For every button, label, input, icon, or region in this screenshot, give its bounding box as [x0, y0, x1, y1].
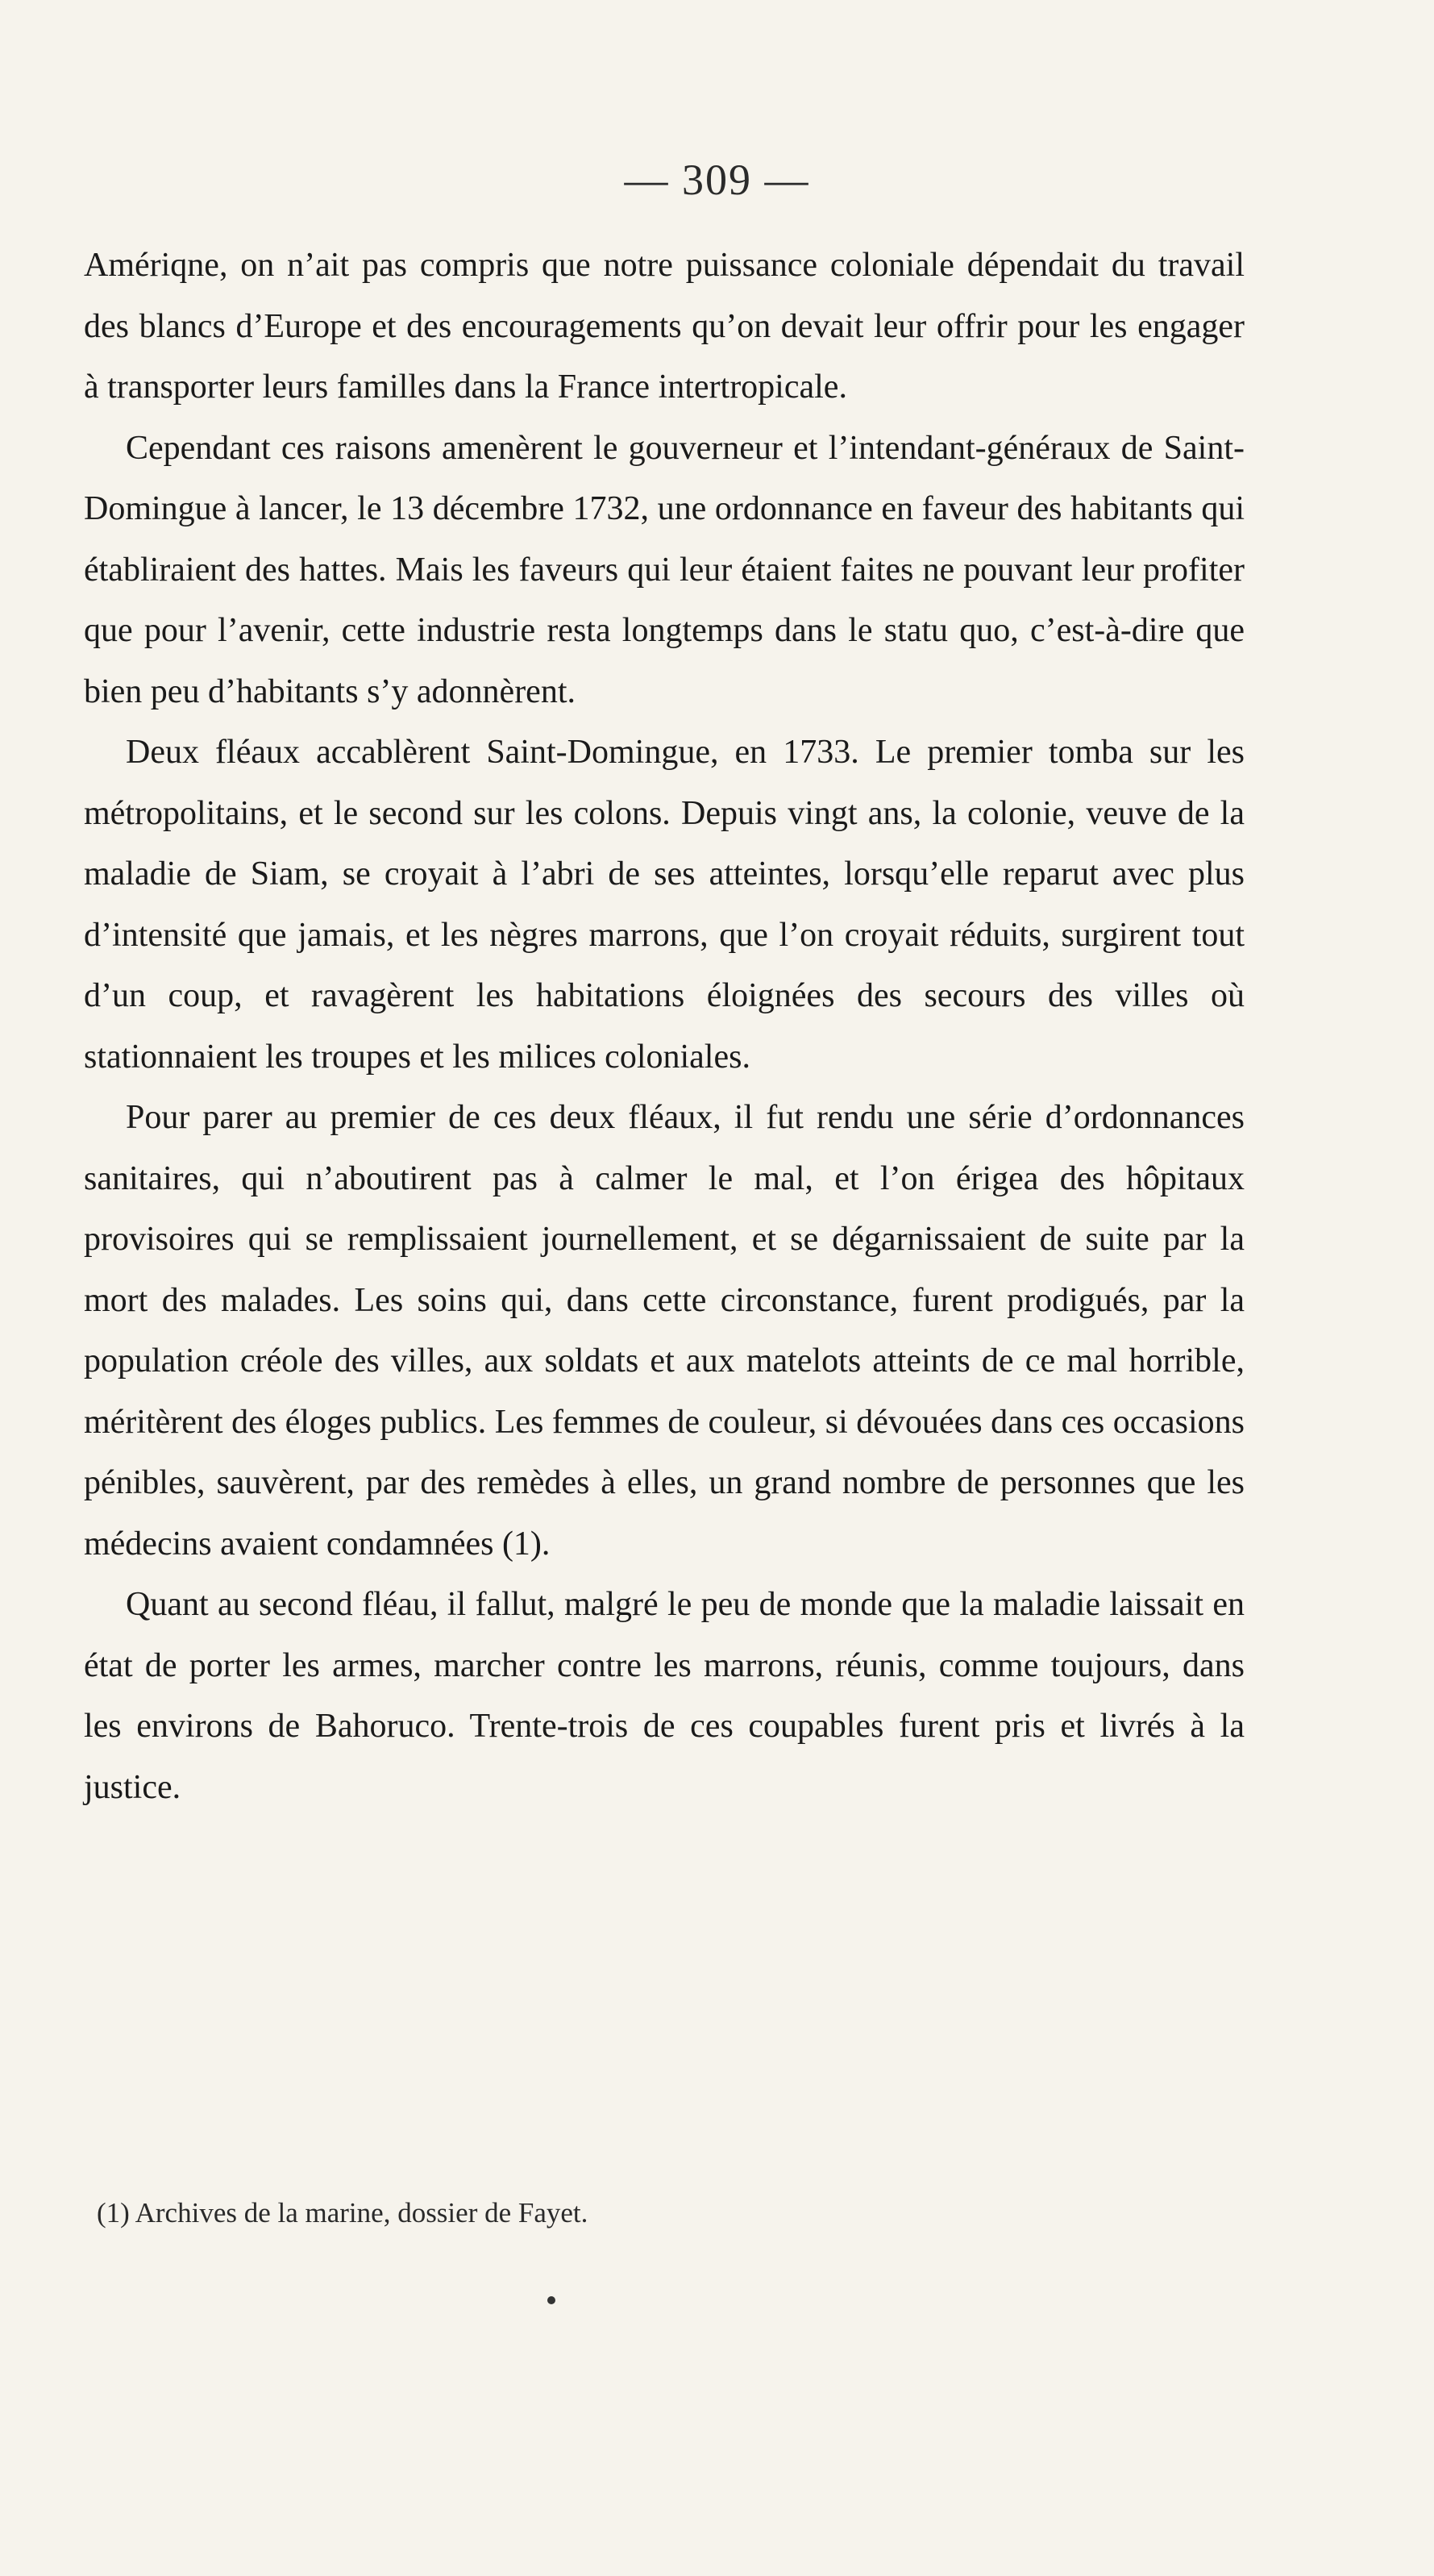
paragraph-4: Pour parer au premier de ces deux fléaux, il fut rendu une série d’ordonnances sanitaires, qui n’aboutirent pas à calmer le mal, et l’on érigea des hôpitaux provisoires qui se remplissaient journellement, et se dégarnissaient de suite par la mort des malades. Les soins qui, dans cette circonstance, furent prodigués, par la population créole des villes, aux soldats et aux matelots atteints de ce mal horrible, méritèrent des éloges publics. Les femmes de couleur, si dévouées dans ces occasions pénibles, sauvèrent, par des remèdes à elles, un grand nombre de personnes que les médecins avaient condamnées (1).	[84, 1099, 1245, 1563]
ink-dot-mark	[547, 2296, 555, 2304]
paragraph-1: Amériqne, on n’ait pas compris que notre puissance coloniale dépendait du travail des blancs d’Europe et des encouragements qu’on devait leur offrir pour les engager à transporter leurs familles dans la France intertropicale.	[84, 247, 1245, 406]
paragraph-2: Cependant ces raisons amenèrent le gouverneur et l’intendant-généraux de Saint-Domingue à lancer, le 13 décembre 1732, une ordonnance en faveur des habitants qui établiraient des hattes. Mais les faveurs qui leur étaient faites ne pouvant leur profiter que pour l’avenir, cette industrie resta longtemps dans le statu quo, c’est-à-dire que bien peu d’habitants s’y adonnèrent.	[84, 429, 1245, 710]
page-number: — 309 —	[624, 156, 810, 204]
paragraph-5: Quant au second fléau, il fallut, malgré le peu de monde que la maladie laissait en état de porter les armes, marcher contre les marrons, réunis, comme toujours, dans les environs de Bahoruco. Trente-trois de ces coupables furent pris et livrés à la justice.	[84, 1586, 1245, 1806]
body-text	[84, 235, 1245, 1818]
footnote: (1) Archives de la marine, dossier de Fayet.	[97, 2197, 588, 2229]
paragraph-3: Deux fléaux accablèrent Saint-Domingue, en 1733. Le premier tomba sur les métropolitains, et le second sur les colons. Depuis vingt ans, la colonie, veuve de la maladie de Siam, se croyait à l’abri de ses atteintes, lorsqu’elle reparut avec plus d’intensité que jamais, et les nègres marrons, que l’on croyait réduits, surgirent tout d’un coup, et ravagèrent les habitations éloignées des secours des villes où stationnaient les troupes et les milices coloniales.	[84, 734, 1245, 1076]
